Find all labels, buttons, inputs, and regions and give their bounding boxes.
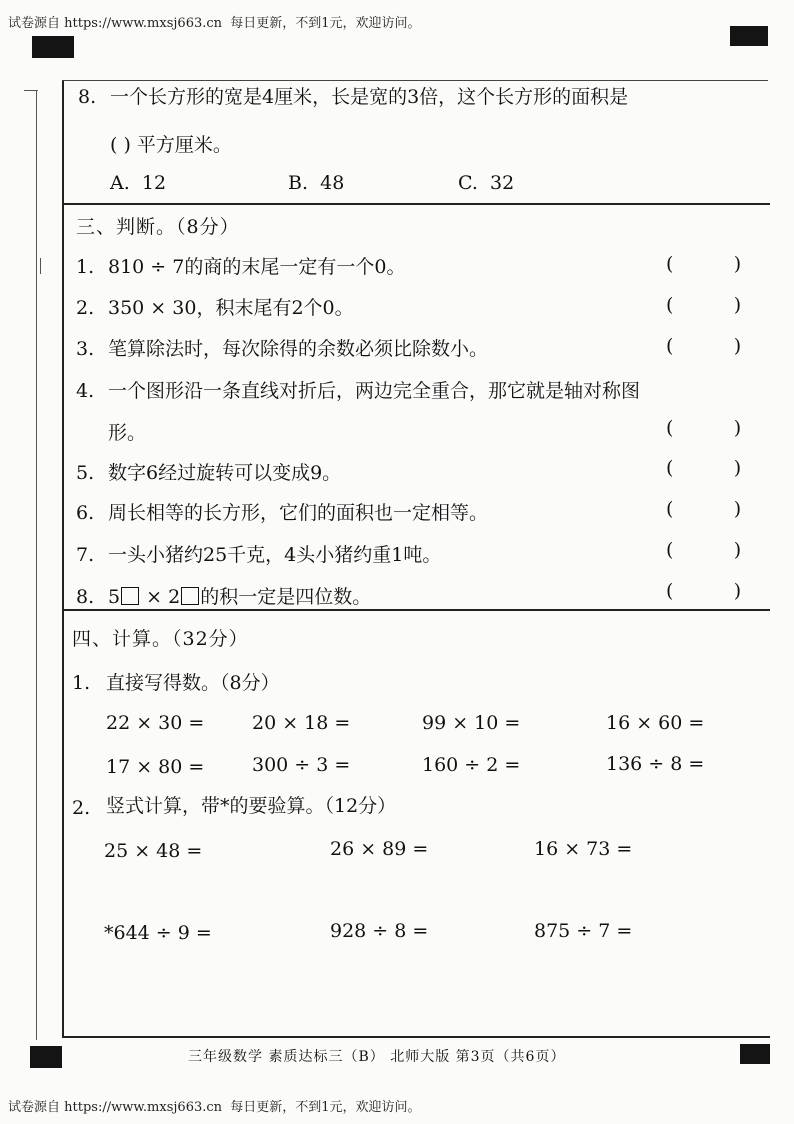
page-footer: 三年级数学 素质达标三（B） 北师大版 第3页（共6页） [188, 1049, 566, 1065]
tf-item-number: 8. [76, 586, 95, 608]
tf-item-text-c: 的积一定是四位数。 [200, 586, 372, 608]
option-label: B. [288, 172, 309, 194]
q8-option-a [110, 172, 166, 194]
vertical-calc-item: *644 ÷ 9 = [104, 922, 212, 944]
vertical-calc-item: 875 ÷ 7 = [534, 920, 633, 942]
tf-item-number: 7. [76, 544, 95, 566]
answer-blank[interactable]: ( ) [666, 539, 742, 561]
option-value: 12 [141, 172, 167, 194]
tf-item-text [108, 586, 371, 608]
answer-blank[interactable]: ( ) [666, 294, 742, 316]
registration-mark-top-left [32, 36, 74, 58]
part1-title: 直接写得数。（8分） [106, 672, 280, 694]
vertical-calc-item: 25 × 48 = [104, 840, 203, 862]
tf-item-number: 2. [76, 297, 95, 319]
tf-item-text: 一头小猪约25千克，4头小猪约重1吨。 [108, 544, 442, 566]
section4-title: 四、计算。（32分） [72, 628, 249, 650]
tf-item-text: 350 × 30，积末尾有2个0。 [108, 297, 354, 319]
binding-tick [24, 90, 38, 91]
answer-blank[interactable]: ( ) [666, 253, 742, 275]
tf-item-text-a: 5 [108, 586, 121, 608]
vertical-calc-item: 928 ÷ 8 = [330, 920, 429, 942]
oral-calc-item: 160 ÷ 2 = [422, 754, 521, 776]
frame-top-line [62, 80, 768, 81]
oral-calc-item: 136 ÷ 8 = [606, 753, 705, 775]
tf-item-number: 6. [76, 502, 95, 524]
answer-blank[interactable]: ( ) [666, 335, 742, 357]
q8-text-line1: 一个长方形的宽是4厘米，长是宽的3倍，这个长方形的面积是 [110, 86, 629, 108]
option-value: 32 [490, 172, 515, 194]
tf-item-text-cont: 形。 [108, 422, 147, 444]
blank-box[interactable] [181, 587, 199, 605]
section-divider [62, 609, 770, 611]
answer-blank[interactable]: ( ) [666, 417, 742, 439]
answer-blank[interactable]: ( ) [666, 580, 742, 602]
part1-number: 1. [72, 672, 91, 694]
tf-item-text-b: × 2 [140, 586, 181, 608]
tf-item-number: 5. [76, 462, 95, 484]
vertical-calc-item: 26 × 89 = [330, 838, 429, 860]
oral-calc-item: 300 ÷ 3 = [252, 754, 351, 776]
tf-item-number: 1. [76, 256, 95, 278]
vertical-calc-item: 16 × 73 = [534, 838, 633, 860]
q8-number: 8. [78, 86, 97, 108]
tf-item-text: 笔算除法时，每次除得的余数必须比除数小。 [108, 338, 489, 360]
oral-calc-item: 17 × 80 = [106, 756, 205, 778]
watermark-top: 试卷源自 https://www.mxsj663.cn 每日更新，不到1元，欢迎访问。 [8, 16, 421, 31]
answer-blank[interactable]: ( ) [666, 498, 742, 520]
part2-number: 2. [72, 797, 91, 819]
part2-title: 竖式计算，带*的要验算。（12分） [106, 795, 397, 817]
option-value: 48 [320, 172, 345, 194]
tf-item-text: 周长相等的长方形，它们的面积也一定相等。 [108, 502, 489, 524]
tf-item-text: 810 ÷ 7的商的末尾一定有一个0。 [108, 256, 406, 278]
oral-calc-item: 22 × 30 = [106, 712, 205, 734]
registration-mark-top-right [730, 26, 768, 46]
option-label: C. [458, 172, 478, 194]
tf-item-text: 一个图形沿一条直线对折后，两边完全重合，那它就是轴对称图 [108, 380, 641, 402]
answer-blank[interactable]: ( ) [666, 457, 742, 479]
binding-tick [40, 258, 41, 274]
option-label: A. [110, 172, 130, 194]
tf-item-number: 3. [76, 338, 95, 360]
q8-option-c [458, 172, 514, 194]
tf-item-number: 4. [76, 380, 95, 402]
oral-calc-item: 20 × 18 = [252, 712, 351, 734]
q8-text-line2: ( ) 平方厘米。 [110, 134, 232, 156]
registration-mark-bottom-left [30, 1046, 62, 1068]
section-divider [62, 203, 770, 205]
oral-calc-item: 16 × 60 = [606, 712, 705, 734]
oral-calc-item: 99 × 10 = [422, 712, 521, 734]
tf-item-text: 数字6经过旋转可以变成9。 [108, 462, 342, 484]
binding-line [36, 90, 38, 1040]
q8-option-b [288, 172, 344, 194]
watermark-bottom: 试卷源自 https://www.mxsj663.cn 每日更新，不到1元，欢迎访问。 [8, 1100, 421, 1115]
registration-mark-bottom-right [740, 1044, 770, 1064]
section3-title: 三、判断。（8分） [76, 216, 240, 238]
blank-box[interactable] [121, 587, 139, 605]
